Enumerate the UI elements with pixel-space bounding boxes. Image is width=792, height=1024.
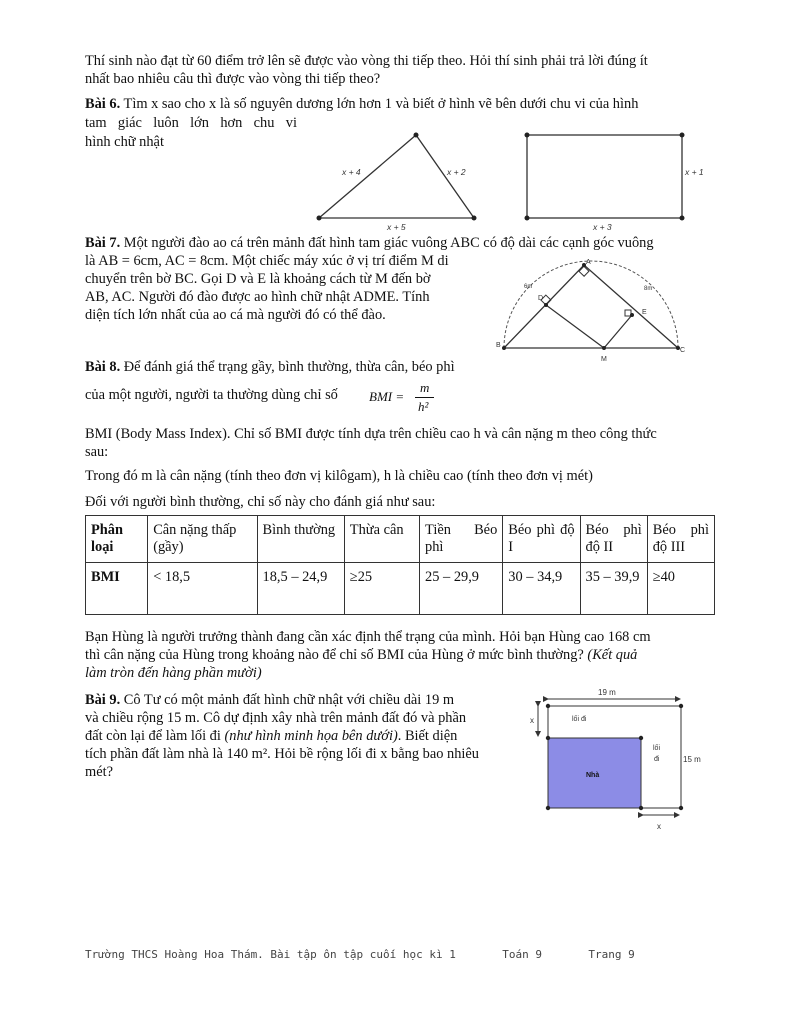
bai6-text-3: hình chữ nhật — [85, 134, 164, 150]
path-top-label: lối đi — [572, 716, 587, 723]
header-cell: Tiền Béo phì — [420, 516, 503, 563]
x-bottom-label: x — [657, 822, 661, 831]
point-a-label: A — [586, 259, 591, 266]
path-side-label-1: lối — [653, 745, 661, 752]
house-label: Nhà — [586, 772, 600, 779]
bai8-text-3: BMI (Body Mass Index). Chỉ số BMI được tính dựa trên chiều cao h và cân nặng m theo công thức — [85, 426, 657, 442]
bai8-text-2: của một người, người ta thường dùng chỉ số — [85, 387, 338, 403]
table-cell: 35 – 39,9 — [580, 563, 647, 615]
bai9-text-2: và chiều rộng 15 m. Cô dự định xây nhà trên mảnh đất đó và phần — [85, 710, 467, 726]
triangle-bottom-label: x + 5 — [387, 222, 406, 232]
bai6-figure — [300, 126, 720, 234]
header-cell: Cân nặng thấp (gầy) — [148, 516, 257, 563]
table-cell: 30 – 34,9 — [503, 563, 580, 615]
page-footer — [85, 946, 705, 963]
triangle-left-label: x + 4 — [342, 167, 361, 177]
formula-numerator: m — [420, 380, 430, 395]
bai9-text-3 — [85, 728, 457, 745]
bai9-paragraph — [85, 692, 454, 709]
bai8-text-9 — [85, 665, 262, 682]
point-b-label: B — [496, 342, 501, 349]
bai7-text-5: diện tích lớn nhất của ao cá mà người đó có thể đào. — [85, 307, 386, 323]
header-cell: Thừa cân — [344, 516, 419, 563]
bmi-table-row — [86, 563, 715, 615]
header-cell: Béo phì độ I — [503, 516, 580, 563]
bai8-label: Bài 8. — [85, 359, 121, 375]
bai7-paragraph — [85, 235, 707, 252]
bai7-figure — [494, 252, 694, 368]
bai7-label: Bài 7. — [85, 235, 121, 251]
bai8-text-7: Bạn Hùng là người trưởng thành đang cần xác định thể trạng của mình. Hỏi bạn Hùng cao 168 cm — [85, 629, 651, 645]
formula-denominator: h² — [418, 399, 429, 414]
bai9-figure — [520, 684, 720, 834]
bai8-text-8-plain: thì cân nặng của Hùng trong khoảng nào để chỉ số BMI của Hùng ở mức bình thường? — [85, 647, 584, 663]
bai7-text-1: Một người đào ao cá trên mảnh đất hình tam giác vuông ABC có độ dài các cạnh góc vuông — [120, 235, 654, 251]
footer-subject: Toán 9 — [502, 948, 542, 961]
bai6-text-1: Tìm x sao cho x là số nguyên dương lớn hơn 1 và biết ở hình vẽ bên dưới chu vi của hình — [120, 96, 639, 112]
formula-lhs: BMI = — [369, 389, 405, 404]
intro-line-1: Thí sinh nào đạt từ 60 điểm trở lên sẽ được vào vòng thi tiếp theo. Hỏi thí sinh phải trả lời đúng ít — [85, 53, 648, 69]
bai8-text-4: sau: — [85, 444, 109, 460]
bai9-text-3-plain: đất còn lại để làm lối đi — [85, 728, 221, 744]
bai8-text-6: Đối với người bình thường, chỉ số này cho đánh giá như sau: — [85, 494, 436, 510]
table-cell: ≥25 — [344, 563, 419, 615]
bai7-text-2: là AB = 6cm, AC = 8cm. Một chiếc máy xúc ở vị trí điểm M di — [85, 253, 449, 269]
side-ac-label: 8m — [644, 286, 653, 292]
bai9-text-3-italic: (như hình minh họa bên dưới) — [220, 728, 398, 744]
table-cell: ≥40 — [647, 563, 714, 615]
table-cell: 25 – 29,9 — [420, 563, 503, 615]
rect-bottom-label: x + 3 — [593, 222, 612, 232]
bai9-text-4: tích phần đất làm nhà là 140 m². Hỏi bề rộng lối đi x bằng bao nhiêu — [85, 746, 479, 762]
header-cell: Phân loại — [91, 522, 123, 555]
header-cell: Bình thường — [257, 516, 344, 563]
path-side-label-2: đi — [654, 756, 660, 763]
rect-right-label: x + 1 — [685, 167, 704, 177]
table-cell: 18,5 – 24,9 — [257, 563, 344, 615]
x-left-label: x — [530, 716, 534, 725]
bai8-text-1: Để đánh giá thể trạng gầy, bình thường, thừa cân, béo phì — [120, 359, 455, 375]
bai8-paragraph — [85, 359, 455, 376]
bai9-text-1: Cô Tư có một mảnh đất hình chữ nhật với chiều dài 19 m — [120, 692, 455, 708]
length-label: 19 m — [598, 688, 616, 697]
bai8-text-5: Trong đó m là cân nặng (tính theo đơn vị kilôgam), h là chiều cao (tính theo đơn vị mét) — [85, 468, 593, 484]
bai8-text-8-italic: (Kết quả — [583, 647, 638, 663]
bmi-formula — [366, 379, 446, 415]
table-cell: < 18,5 — [148, 563, 257, 615]
bai9-label: Bài 9. — [85, 692, 121, 708]
header-cell: Béo phì độ II — [580, 516, 647, 563]
footer-page: Trang 9 — [588, 948, 635, 961]
bai8-text-9-italic: làm tròn đến hàng phần mười) — [85, 665, 262, 681]
point-m-label: M — [601, 356, 607, 363]
point-c-label: C — [680, 347, 686, 354]
intro-line-2: nhất bao nhiêu câu thì được vào vòng thi tiếp theo? — [85, 71, 381, 87]
point-e-label: E — [642, 309, 647, 316]
bmi-table — [85, 515, 715, 615]
bai6-text-2: tam giác luôn lớn hơn chu vi — [85, 115, 297, 131]
bai9-text-5: mét? — [85, 764, 113, 780]
header-cell: Béo phì độ III — [647, 516, 714, 563]
bai9-text-3-end: . Biết diện — [397, 728, 458, 744]
table-cell: BMI — [91, 569, 120, 585]
point-d-label: D — [538, 295, 544, 302]
bmi-table-header-row — [86, 516, 715, 563]
bai6-paragraph — [85, 96, 707, 113]
rectangle-figure — [525, 133, 704, 233]
triangle-right-label: x + 2 — [447, 167, 466, 177]
bai8-text-8 — [85, 647, 707, 664]
bai6-label: Bài 6. — [85, 96, 121, 112]
width-label: 15 m — [683, 755, 701, 764]
triangle-figure — [317, 133, 477, 233]
footer-school: Trường THCS Hoàng Hoa Thám. Bài tập ôn tập cuối học kì 1 — [85, 948, 456, 961]
bai7-text-4: AB, AC. Người đó đào được ao hình chữ nhật ADME. Tính — [85, 289, 430, 305]
side-ab-label: 6m — [524, 284, 533, 290]
bai7-text-3: chuyển trên bờ BC. Gọi D và E là khoảng cách từ M đến bờ — [85, 271, 431, 287]
